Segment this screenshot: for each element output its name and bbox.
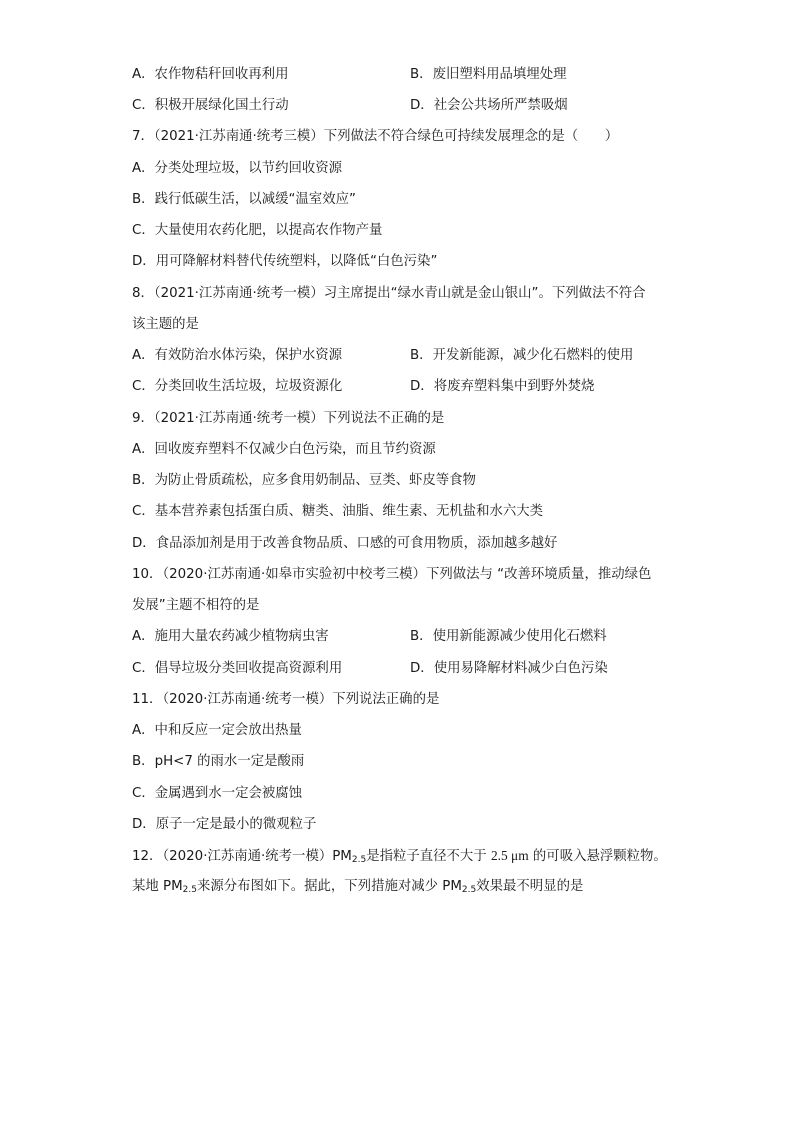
q8-options-row-2 <box>132 378 595 396</box>
q6-options-row-2 <box>132 97 568 115</box>
q7-option-c: C．大量使用农药化肥，以提高农作物产量 <box>132 223 383 238</box>
q11-option-d: D．原子一定是最小的微观粒子 <box>132 817 317 832</box>
q8-stem-line-1: 8．（2021·江苏南通·统考一模）习主席提出“绿水青山就是金山银山”。下列做法不符合 <box>132 286 646 301</box>
q7-option-d: D．用可降解材料替代传统塑料，以降低“白色污染” <box>132 254 438 269</box>
q9-option-d: D．食品添加剂是用于改善食物品质、口感的可食用物质，添加越多越好 <box>132 536 558 551</box>
q12-stem-line-2-sub: 2.5 <box>182 885 197 895</box>
q9-option-c: C．基本营养素包括蛋白质、糖类、油脂、维生素、无机盐和水六大类 <box>132 504 544 519</box>
q8-option-b: B．开发新能源，减少化石燃料的使用 <box>410 348 634 363</box>
q10-option-a: A．施用大量农药减少植物病虫害 <box>132 629 329 644</box>
q11-option-a: A．中和反应一定会放出热量 <box>132 723 302 738</box>
q6-options-row-1 <box>132 66 567 84</box>
q7-option-a: A．分类处理垃圾，以节约回收资源 <box>132 161 343 176</box>
q12-stem-line-1 <box>132 847 667 869</box>
q10-option-c: C．倡导垃圾分类回收提高资源利用 <box>132 661 343 676</box>
q12-stem-line-2-mid: 来源分布图如下。据此，下列措施对减少 PM <box>197 879 462 894</box>
q9-stem: 9．（2021·江苏南通·统考一模）下列说法不正确的是 <box>132 411 445 426</box>
q11-option-b: B．pH<7 的雨水一定是酸雨 <box>132 754 305 769</box>
q7-stem: 7．（2021·江苏南通·统考三模）下列做法不符合绿色可持续发展理念的是（ ） <box>132 129 619 144</box>
q11-option-c: C．金属遇到水一定会被腐蚀 <box>132 786 303 801</box>
q12-stem-line-1-post: 的可吸入悬浮颗粒物。 <box>532 849 667 864</box>
q12-stem-line-2-post: 效果最不明显的是 <box>476 879 584 894</box>
q10-option-d: D．使用易降解材料减少白色污染 <box>410 661 608 676</box>
q8-stem-line-2: 该主题的是 <box>132 317 199 332</box>
q11-stem: 11．（2020·江苏南通·统考一模）下列说法正确的是 <box>132 692 440 707</box>
q7-option-b: B．践行低碳生活，以减缓“温室效应” <box>132 192 356 207</box>
q12-stem-line-1-number: 2.5 μm <box>490 848 529 863</box>
q6-option-b: B．废旧塑料用品填埋处理 <box>410 67 567 82</box>
q10-options-row-1 <box>132 628 607 646</box>
q12-stem-line-1-pre: 12．（2020·江苏南通·统考一模）PM <box>132 849 352 864</box>
q10-stem-line-2: 发展”主题不相符的是 <box>132 598 260 613</box>
q12-stem-line-2 <box>132 878 583 899</box>
q8-option-d: D．将废弃塑料集中到野外焚烧 <box>410 379 595 394</box>
q6-option-c: C．积极开展绿化国土行动 <box>132 98 289 113</box>
q9-option-b: B．为防止骨质疏松，应多食用奶制品、豆类、虾皮等食物 <box>132 473 476 488</box>
q6-option-d: D．社会公共场所严禁吸烟 <box>410 98 568 113</box>
q12-stem-line-2-pre: 某地 PM <box>132 879 183 894</box>
q10-option-b: B．使用新能源减少使用化石燃料 <box>410 629 607 644</box>
q8-option-a: A．有效防治水体污染，保护水资源 <box>132 348 343 363</box>
q8-options-row-1 <box>132 347 634 365</box>
q9-option-a: A．回收废弃塑料不仅减少白色污染，而且节约资源 <box>132 442 436 457</box>
q8-option-c: C．分类回收生活垃圾，垃圾资源化 <box>132 379 343 394</box>
q10-options-row-2 <box>132 660 608 678</box>
q10-stem-line-1: 10．（2020·江苏南通·如皋市实验初中校考三模）下列做法与 “改善环境质量，推动绿色 <box>132 567 652 582</box>
q12-stem-line-1-mid: 是指粒子直径不大于 <box>366 849 487 864</box>
q6-option-a: A．农作物秸秆回收再利用 <box>132 67 289 82</box>
q12-stem-line-1-sub: 2.5 <box>351 855 367 865</box>
q12-stem-line-2-sub-2: 2.5 <box>461 885 477 895</box>
